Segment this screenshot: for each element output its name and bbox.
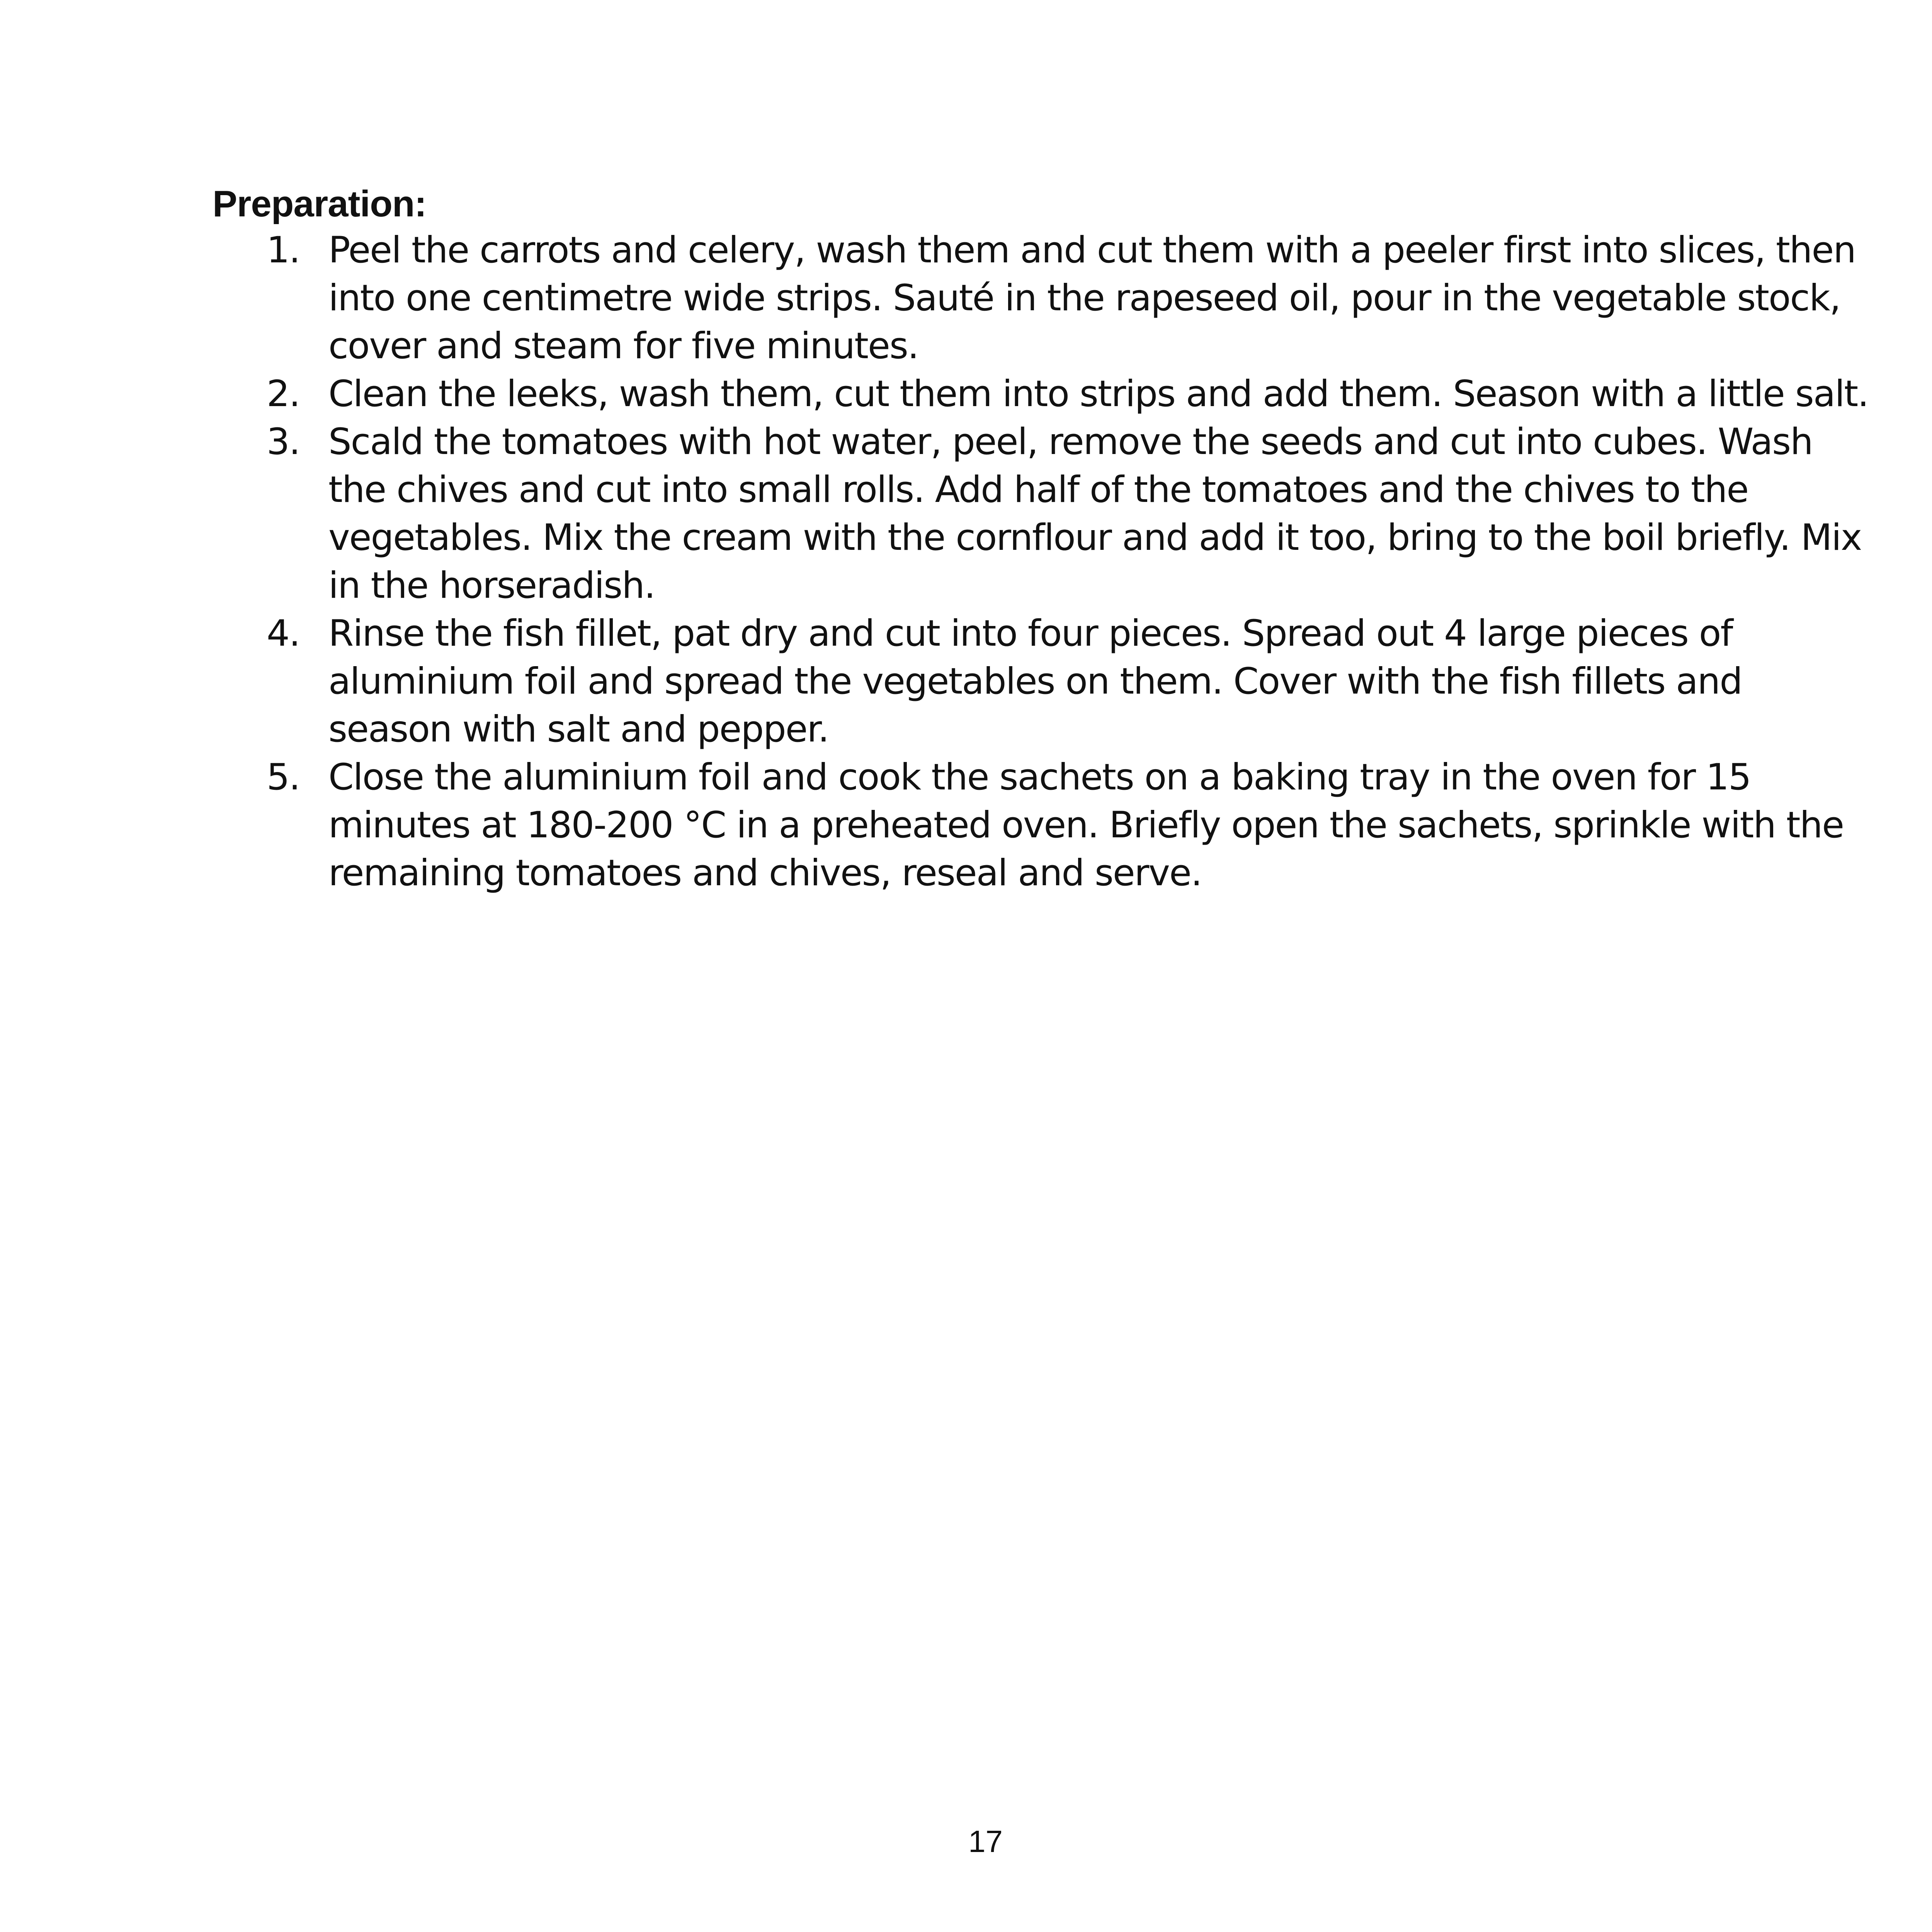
step-text: Rinse the fish fillet, pat dry and cut into four pieces. Spread out 4 large pieces of aluminium foil and spread the vegetables on them. Cover with the fish fillets and season with salt and pepper. (328, 612, 1742, 750)
page-number: 17 (968, 1824, 1003, 1859)
step-number: 5. (267, 756, 300, 798)
list-item (267, 610, 1870, 753)
step-text: Clean the leeks, wash them, cut them into strips and add them. Season with a little salt. (328, 373, 1869, 415)
step-text: Peel the carrots and celery, wash them and cut them with a peeler first into slices, then into one centimetre wide strips. Sauté in the rapeseed oil, pour in the vegetable stock, cover and steam for five minutes. (328, 229, 1855, 367)
step-number: 1. (267, 229, 300, 271)
step-number: 3. (267, 421, 300, 463)
list-item (267, 226, 1870, 370)
section-heading: Preparation: (213, 183, 427, 224)
step-number: 4. (267, 612, 300, 655)
list-item (267, 418, 1870, 610)
step-text: Scald the tomatoes with hot water, peel, remove the seeds and cut into cubes. Wash the chives and cut into small rolls. Add half of the tomatoes and the chives to the vegetables. Mix the cream with the cornflour and add it too, bring to the boil briefly. Mix in the horseradish. (328, 421, 1862, 607)
step-text: Close the aluminium foil and cook the sachets on a baking tray in the oven for 15 minutes at 180-200 °C in a preheated oven. Briefly open the sachets, sprinkle with the remaining tomatoes and chives, reseal and serve. (328, 756, 1844, 894)
preparation-steps-list (267, 226, 1870, 897)
step-number: 2. (267, 373, 300, 415)
list-item (267, 753, 1870, 897)
list-item (267, 370, 1870, 418)
